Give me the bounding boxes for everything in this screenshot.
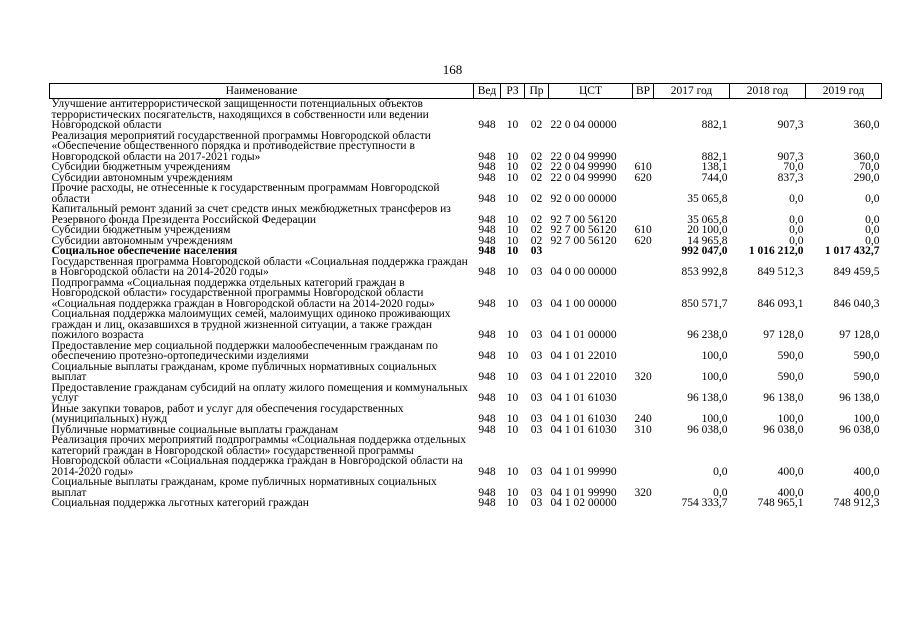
cell-2019: 846 040,3 xyxy=(833,297,880,310)
cell-cst: 92 7 00 56120 xyxy=(550,224,617,236)
cell-2018: 0,0 xyxy=(789,224,804,236)
cell-cst: 92 7 00 56120 xyxy=(550,213,617,226)
cell-ved: 948 xyxy=(478,297,496,310)
cell-ved: 948 xyxy=(478,171,496,184)
cell-pr: 03 xyxy=(530,350,543,362)
table-row xyxy=(50,225,882,236)
cell-vr xyxy=(633,257,654,278)
cell-2019: 1 017 432,7 xyxy=(824,245,880,257)
cell-rz: 10 xyxy=(506,413,519,425)
cell-rz: 10 xyxy=(506,161,519,173)
table-row xyxy=(50,162,882,173)
table-row xyxy=(50,131,882,163)
cell-2019: 290,0 xyxy=(853,171,880,184)
table-header-row xyxy=(50,84,882,99)
cell-2017: 35 065,8 xyxy=(687,213,728,226)
column-header-pr: Пр xyxy=(525,84,549,99)
cell-ved: 948 xyxy=(478,161,496,173)
cell-2018: 849 512,3 xyxy=(757,266,804,278)
cell-vr xyxy=(633,246,654,257)
cell-vr: 620 xyxy=(634,171,652,184)
cell-cst: 04 1 01 22010 xyxy=(550,371,617,383)
table-row xyxy=(50,362,882,383)
cell-ved: 948 xyxy=(478,224,496,236)
cell-2019: 0,0 xyxy=(865,234,880,247)
cell-2019: 360,0 xyxy=(853,150,880,163)
cell-cst: 04 1 01 61030 xyxy=(550,392,617,404)
cell-rz: 10 xyxy=(506,150,519,163)
cell-cst xyxy=(549,246,633,257)
cell-2018: 100,0 xyxy=(777,413,804,425)
cell-ved: 948 xyxy=(478,150,496,163)
cell-2017: 20 100,0 xyxy=(687,224,728,236)
cell-2017: 100,0 xyxy=(701,371,728,383)
cell-pr: 03 xyxy=(530,423,543,436)
cell-2018: 96 138,0 xyxy=(763,392,804,404)
cell-ved: 948 xyxy=(478,371,496,383)
cell-2017: 100,0 xyxy=(701,350,728,362)
cell-2017: 0,0 xyxy=(713,486,728,499)
column-header-cst: ЦСТ xyxy=(549,84,633,99)
cell-rz: 10 xyxy=(506,171,519,184)
cell-2018: 96 038,0 xyxy=(763,423,804,436)
table-row xyxy=(50,404,882,425)
cell-vr xyxy=(633,204,654,225)
cell-2017: 14 965,8 xyxy=(687,234,728,247)
cell-vr: 320 xyxy=(634,486,652,499)
cell-rz: 10 xyxy=(506,465,519,478)
cell-cst: 04 0 00 00000 xyxy=(550,266,617,278)
cell-name: Улучшение антитеррористической защищенности потенциальных объектов террористических посягательств, находящихся в собственности или ведении Новгородской области xyxy=(51,98,429,131)
cell-name: Субсидии бюджетным учреждениям xyxy=(51,161,231,173)
column-header-2018: 2018 год xyxy=(730,84,806,99)
cell-vr xyxy=(633,309,654,341)
cell-name: Социальные выплаты гражданам, кроме публичных нормативных социальных выплат xyxy=(51,360,437,383)
cell-pr: 03 xyxy=(530,297,543,310)
cell-vr xyxy=(633,131,654,163)
cell-name: Капитальный ремонт зданий за счет средств иных межбюджетных трансферов из Резервного фонда Президента Российской Федерации xyxy=(51,203,451,226)
column-header-vr: ВР xyxy=(633,84,654,99)
cell-ved: 948 xyxy=(478,192,496,205)
cell-name: Субсидии бюджетным учреждениям xyxy=(51,224,231,236)
cell-2018: 0,0 xyxy=(789,234,804,247)
cell-rz: 10 xyxy=(506,497,519,509)
cell-ved: 948 xyxy=(478,423,496,436)
cell-pr: 03 xyxy=(530,497,543,509)
cell-2019: 97 128,0 xyxy=(839,329,880,341)
cell-2017: 850 571,7 xyxy=(681,297,728,310)
column-header-ved: Вед xyxy=(474,84,501,99)
cell-name: Предоставление мер социальной поддержки малообеспеченным гражданам по обеспечению протезно-ортопедическими изделиями xyxy=(51,339,438,362)
cell-pr: 03 xyxy=(530,245,543,257)
cell-cst: 04 1 01 22010 xyxy=(550,350,617,362)
cell-pr: 02 xyxy=(530,161,543,173)
cell-rz: 10 xyxy=(506,486,519,499)
cell-name: Субсидии автономным учреждениям xyxy=(51,234,233,247)
cell-pr: 02 xyxy=(530,234,543,247)
cell-2019: 0,0 xyxy=(865,224,880,236)
cell-name: Социальное обеспечение населения xyxy=(51,245,238,257)
column-header-2019: 2019 год xyxy=(806,84,882,99)
cell-rz: 10 xyxy=(506,119,519,131)
cell-cst: 22 0 04 00000 xyxy=(550,119,617,131)
cell-vr xyxy=(633,435,654,477)
cell-2018: 846 093,1 xyxy=(757,297,804,310)
cell-2018: 0,0 xyxy=(789,213,804,226)
cell-2019: 0,0 xyxy=(865,192,880,205)
cell-rz: 10 xyxy=(506,266,519,278)
cell-name: Социальная поддержка малоимущих семей, малоимущих одиноко проживающих граждан и лиц, оказавшихся в трудной жизненной ситуации, а также граждан пожилого возраста xyxy=(51,308,451,341)
cell-pr: 03 xyxy=(530,371,543,383)
cell-ved: 948 xyxy=(478,213,496,226)
cell-2017: 882,1 xyxy=(701,150,728,163)
cell-ved: 948 xyxy=(478,486,496,499)
table-row xyxy=(50,278,882,310)
cell-rz: 10 xyxy=(506,297,519,310)
cell-2019: 748 912,3 xyxy=(833,497,880,509)
cell-name: Реализация прочих мероприятий подпрограммы «Социальная поддержка отдельных категорий граждан в Новгородской области» государственной программы Новгородской области «Социальная поддержка граждан в Новгородской области на 2014-2020 годы» xyxy=(51,434,466,478)
cell-2019: 400,0 xyxy=(853,486,880,499)
cell-2017: 992 047,0 xyxy=(681,245,728,257)
cell-vr: 610 xyxy=(634,161,652,173)
cell-2019: 360,0 xyxy=(853,119,880,131)
cell-2017: 96 138,0 xyxy=(687,392,728,404)
cell-pr: 02 xyxy=(530,213,543,226)
cell-pr: 02 xyxy=(530,192,543,205)
cell-ved: 948 xyxy=(478,465,496,478)
cell-name: Предоставление гражданам субсидий на оплату жилого помещения и коммунальных услуг xyxy=(51,381,468,404)
cell-rz: 10 xyxy=(506,350,519,362)
cell-ved: 948 xyxy=(478,234,496,247)
cell-vr: 310 xyxy=(634,423,652,436)
cell-cst: 04 1 02 00000 xyxy=(550,497,617,509)
cell-vr xyxy=(633,99,654,131)
cell-2018: 70,0 xyxy=(783,161,804,173)
table-row xyxy=(50,183,882,204)
cell-2019: 590,0 xyxy=(853,350,880,362)
cell-pr: 02 xyxy=(530,119,543,131)
cell-pr: 03 xyxy=(530,392,543,404)
cell-2018: 748 965,1 xyxy=(757,497,804,509)
cell-pr: 03 xyxy=(530,486,543,499)
cell-rz: 10 xyxy=(506,392,519,404)
cell-vr xyxy=(633,341,654,362)
cell-name: Иные закупки товаров, работ и услуг для обеспечения государственных (муниципальных) нужд xyxy=(51,402,404,425)
cell-2018: 400,0 xyxy=(777,465,804,478)
cell-rz: 10 xyxy=(506,192,519,205)
cell-name: Публичные нормативные социальные выплаты гражданам xyxy=(51,423,339,436)
cell-2017: 138,1 xyxy=(701,161,728,173)
cell-2018: 907,3 xyxy=(777,150,804,163)
cell-pr: 02 xyxy=(530,171,543,184)
cell-2017: 96 038,0 xyxy=(687,423,728,436)
cell-2018: 400,0 xyxy=(777,486,804,499)
cell-rz: 10 xyxy=(506,234,519,247)
table-row xyxy=(50,341,882,362)
cell-rz: 10 xyxy=(506,245,519,257)
cell-rz: 10 xyxy=(506,371,519,383)
cell-2017: 882,1 xyxy=(701,119,728,131)
cell-ved: 948 xyxy=(478,350,496,362)
cell-vr: 320 xyxy=(634,371,652,383)
cell-name: Социальные выплаты гражданам, кроме публичных нормативных социальных выплат xyxy=(51,476,437,499)
cell-pr: 03 xyxy=(530,465,543,478)
cell-vr: 610 xyxy=(634,224,652,236)
cell-pr: 02 xyxy=(530,150,543,163)
cell-2018: 0,0 xyxy=(789,192,804,205)
cell-2018: 97 128,0 xyxy=(763,329,804,341)
column-header-name: Наименование xyxy=(50,84,474,99)
cell-2018: 590,0 xyxy=(777,350,804,362)
cell-2017: 744,0 xyxy=(701,171,728,184)
cell-cst: 22 0 04 99990 xyxy=(550,150,617,163)
budget-table xyxy=(49,83,882,509)
cell-pr: 02 xyxy=(530,224,543,236)
table-row xyxy=(50,204,882,225)
cell-cst: 04 1 01 99990 xyxy=(550,465,617,478)
cell-ved: 948 xyxy=(478,266,496,278)
table-row xyxy=(50,435,882,477)
cell-cst: 04 1 01 61030 xyxy=(550,413,617,425)
cell-pr: 03 xyxy=(530,413,543,425)
cell-2019: 96 138,0 xyxy=(839,392,880,404)
table-row xyxy=(50,477,882,498)
cell-cst: 04 1 01 61030 xyxy=(550,423,617,436)
table-row xyxy=(50,498,882,509)
page-number: 168 xyxy=(442,62,463,77)
cell-rz: 10 xyxy=(506,329,519,341)
cell-cst: 04 1 01 99990 xyxy=(550,486,617,499)
cell-cst: 92 7 00 56120 xyxy=(550,234,617,247)
cell-2019: 100,0 xyxy=(853,413,880,425)
cell-2017: 754 333,7 xyxy=(681,497,728,509)
cell-2018: 907,3 xyxy=(777,119,804,131)
table-row xyxy=(50,309,882,341)
cell-name: Социальная поддержка льготных категорий граждан xyxy=(51,497,309,509)
cell-2019: 96 038,0 xyxy=(839,423,880,436)
cell-ved: 948 xyxy=(478,413,496,425)
cell-pr: 03 xyxy=(530,266,543,278)
column-header-2017: 2017 год xyxy=(654,84,730,99)
cell-2018: 590,0 xyxy=(777,371,804,383)
table-row xyxy=(50,246,882,257)
cell-name: Субсидии автономным учреждениям xyxy=(51,171,233,184)
cell-cst: 22 0 04 99990 xyxy=(550,161,617,173)
cell-2017: 96 238,0 xyxy=(687,329,728,341)
cell-vr xyxy=(633,183,654,204)
cell-2018: 1 016 212,0 xyxy=(748,245,804,257)
cell-ved: 948 xyxy=(478,245,496,257)
cell-vr xyxy=(633,383,654,404)
cell-2019: 849 459,5 xyxy=(833,266,880,278)
cell-rz: 10 xyxy=(506,423,519,436)
cell-2017: 0,0 xyxy=(713,465,728,478)
column-header-rz: РЗ xyxy=(501,84,525,99)
table-row xyxy=(50,99,882,131)
cell-2019: 70,0 xyxy=(859,161,880,173)
cell-cst: 22 0 04 99990 xyxy=(550,171,617,184)
cell-name: Реализация мероприятий государственной программы Новгородской области «Обеспечение общественного порядка и противодействие преступности в Новгородской области на 2017-2021 годы» xyxy=(51,129,431,163)
cell-rz: 10 xyxy=(506,224,519,236)
cell-2018: 837,3 xyxy=(777,171,804,184)
cell-ved: 948 xyxy=(478,329,496,341)
cell-2019: 400,0 xyxy=(853,465,880,478)
cell-rz: 10 xyxy=(506,213,519,226)
cell-vr xyxy=(633,498,654,509)
cell-vr: 240 xyxy=(634,413,652,425)
cell-pr: 03 xyxy=(530,329,543,341)
cell-name: Прочие расходы, не отнесенные к государственным программам Новгородской области xyxy=(51,182,440,205)
cell-2019: 590,0 xyxy=(853,371,880,383)
cell-2017: 35 065,8 xyxy=(687,192,728,205)
cell-2017: 100,0 xyxy=(701,413,728,425)
cell-vr: 620 xyxy=(634,234,652,247)
cell-cst: 92 0 00 00000 xyxy=(550,192,617,205)
cell-name: Государственная программа Новгородской области «Социальная поддержка граждан в Новгородской области на 2014-2020 годы» xyxy=(51,255,468,278)
cell-ved: 948 xyxy=(478,497,496,509)
table-row xyxy=(50,257,882,278)
cell-cst: 04 1 00 00000 xyxy=(550,297,617,310)
table-row xyxy=(50,383,882,404)
cell-ved: 948 xyxy=(478,392,496,404)
cell-vr xyxy=(633,278,654,310)
cell-name: Подпрограмма «Социальная поддержка отдельных категорий граждан в Новгородской области» государственной программы Новгородской области «Социальная поддержка граждан в Новгородской области на 2014-2020 годы» xyxy=(51,276,435,310)
cell-ved: 948 xyxy=(478,119,496,131)
cell-2017: 853 992,8 xyxy=(681,266,728,278)
cell-2019: 0,0 xyxy=(865,213,880,226)
table-body xyxy=(50,99,882,509)
cell-cst: 04 1 01 00000 xyxy=(550,329,617,341)
